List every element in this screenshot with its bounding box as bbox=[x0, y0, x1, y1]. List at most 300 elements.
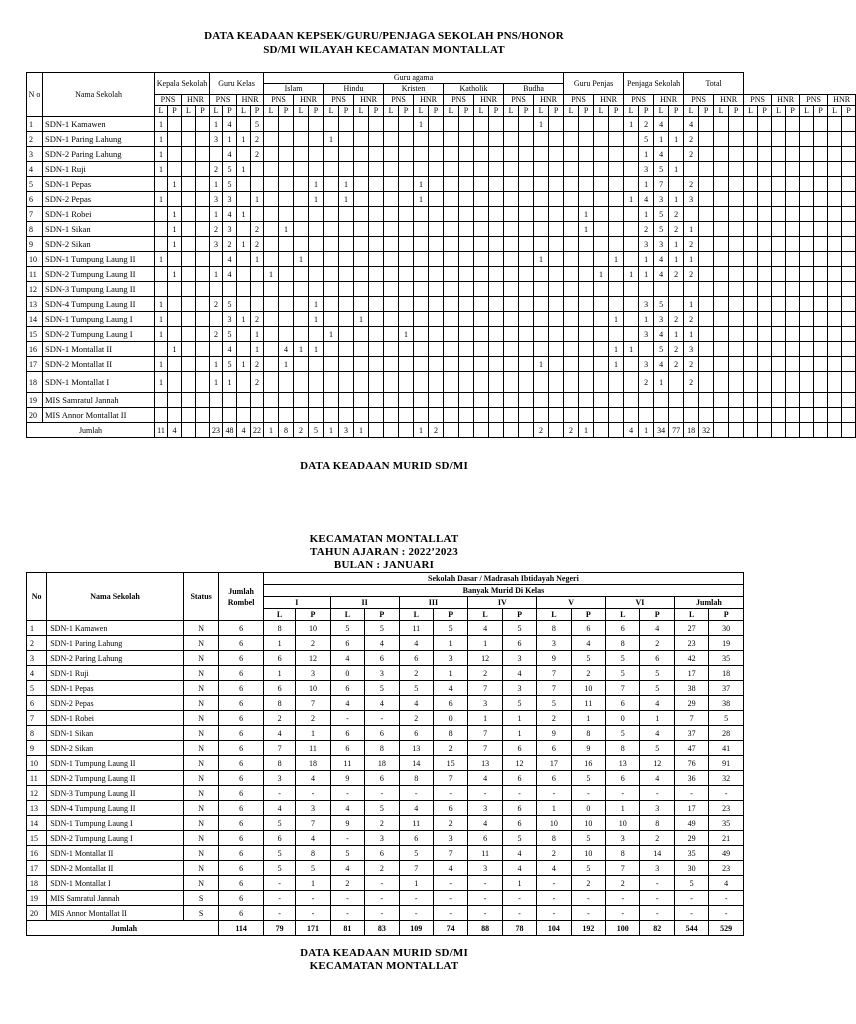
staff-cell bbox=[444, 342, 459, 357]
staff-cell: 4 bbox=[223, 117, 237, 132]
staff-jumlah-cell bbox=[474, 423, 489, 438]
staff-cell bbox=[609, 237, 624, 252]
murid-cell: 4 bbox=[502, 861, 536, 876]
murid-header-p: P bbox=[296, 609, 330, 621]
murid-cell: 10 bbox=[537, 816, 571, 831]
staff-cell bbox=[309, 237, 324, 252]
murid-cell: 7 bbox=[606, 681, 640, 696]
murid-header-kelas-5: V bbox=[537, 597, 606, 609]
staff-cell bbox=[786, 312, 800, 327]
staff-cell bbox=[772, 342, 786, 357]
murid-row-status: N bbox=[183, 861, 218, 876]
staff-cell bbox=[609, 393, 624, 408]
staff-row-nama: SDN-1 Robei bbox=[43, 207, 155, 222]
staff-cell bbox=[414, 393, 429, 408]
staff-cell bbox=[772, 282, 786, 297]
staff-cell bbox=[168, 297, 182, 312]
murid-cell: 7 bbox=[263, 741, 295, 756]
murid-cell: - bbox=[537, 891, 571, 906]
staff-cell bbox=[196, 252, 210, 267]
staff-cell: 1 bbox=[534, 252, 549, 267]
staff-cell bbox=[669, 408, 684, 423]
murid-cell: - bbox=[571, 906, 605, 921]
murid-row bbox=[27, 756, 744, 771]
murid-jumlah-cell: 544 bbox=[674, 921, 708, 936]
murid-row-rombel: 6 bbox=[219, 741, 264, 756]
staff-row bbox=[27, 297, 856, 312]
staff-cell bbox=[324, 282, 339, 297]
staff-cell bbox=[624, 297, 639, 312]
staff-row-no: 9 bbox=[27, 237, 43, 252]
staff-cell: 5 bbox=[223, 297, 237, 312]
staff-cell bbox=[237, 342, 251, 357]
murid-cell: 5 bbox=[502, 696, 536, 711]
staff-header-p: P bbox=[429, 106, 444, 117]
staff-cell bbox=[729, 147, 744, 162]
murid-cell: 5 bbox=[365, 681, 399, 696]
murid-cell: 30 bbox=[709, 621, 744, 636]
staff-header-hnr: HNR bbox=[828, 95, 856, 106]
staff-cell bbox=[549, 237, 564, 252]
staff-cell bbox=[384, 393, 399, 408]
murid-cell: 1 bbox=[537, 801, 571, 816]
murid-cell: 5 bbox=[640, 666, 674, 681]
staff-cell bbox=[196, 282, 210, 297]
murid-cell: - bbox=[468, 786, 502, 801]
murid-header-kelas-1: I bbox=[263, 597, 330, 609]
staff-cell bbox=[237, 282, 251, 297]
staff-cell bbox=[489, 192, 504, 207]
staff-cell: 1 bbox=[237, 237, 251, 252]
staff-cell bbox=[399, 192, 414, 207]
murid-cell: 5 bbox=[263, 816, 295, 831]
staff-cell bbox=[534, 162, 549, 177]
staff-cell bbox=[223, 282, 237, 297]
staff-cell bbox=[182, 177, 196, 192]
staff-cell bbox=[264, 237, 279, 252]
staff-row bbox=[27, 162, 856, 177]
staff-cell bbox=[744, 237, 758, 252]
staff-cell bbox=[534, 408, 549, 423]
staff-cell bbox=[786, 147, 800, 162]
staff-cell bbox=[399, 312, 414, 327]
staff-cell bbox=[168, 192, 182, 207]
staff-cell: 1 bbox=[624, 117, 639, 132]
staff-cell bbox=[609, 267, 624, 282]
staff-jumlah-cell bbox=[196, 423, 210, 438]
murid-cell: 2 bbox=[640, 831, 674, 846]
murid-row bbox=[27, 696, 744, 711]
staff-cell bbox=[654, 408, 669, 423]
murid-cell: 4 bbox=[296, 831, 330, 846]
staff-cell bbox=[474, 282, 489, 297]
staff-row-nama: SDN-1 Tumpung Laung I bbox=[43, 312, 155, 327]
staff-cell bbox=[519, 342, 534, 357]
staff-row bbox=[27, 408, 856, 423]
staff-cell bbox=[564, 393, 579, 408]
staff-cell: 2 bbox=[684, 357, 699, 372]
murid-cell: - bbox=[640, 906, 674, 921]
staff-cell bbox=[237, 252, 251, 267]
murid-cell: 4 bbox=[433, 681, 467, 696]
staff-cell bbox=[729, 372, 744, 393]
staff-cell bbox=[814, 342, 828, 357]
staff-cell bbox=[354, 207, 369, 222]
staff-cell bbox=[354, 408, 369, 423]
staff-cell bbox=[624, 147, 639, 162]
staff-row-no: 1 bbox=[27, 117, 43, 132]
staff-cell bbox=[399, 408, 414, 423]
staff-cell bbox=[729, 297, 744, 312]
staff-header-l: L bbox=[564, 106, 579, 117]
staff-row-nama: SDN-2 Tumpung Laung II bbox=[43, 267, 155, 282]
staff-cell bbox=[534, 372, 549, 393]
staff-cell bbox=[504, 237, 519, 252]
staff-header-hindu: Hindu bbox=[324, 84, 384, 95]
staff-cell bbox=[699, 312, 714, 327]
staff-cell bbox=[772, 267, 786, 282]
staff-cell bbox=[800, 252, 814, 267]
murid-cell: 3 bbox=[468, 861, 502, 876]
staff-cell bbox=[369, 222, 384, 237]
murid-cell: 4 bbox=[537, 861, 571, 876]
staff-cell bbox=[564, 117, 579, 132]
staff-cell bbox=[155, 237, 168, 252]
staff-cell bbox=[594, 408, 609, 423]
murid-cell: 2 bbox=[296, 711, 330, 726]
staff-cell bbox=[309, 132, 324, 147]
staff-cell bbox=[294, 147, 309, 162]
staff-cell bbox=[489, 162, 504, 177]
staff-cell bbox=[264, 312, 279, 327]
staff-cell bbox=[729, 282, 744, 297]
staff-cell bbox=[196, 177, 210, 192]
staff-cell bbox=[814, 408, 828, 423]
staff-cell bbox=[182, 132, 196, 147]
staff-cell bbox=[534, 207, 549, 222]
staff-cell bbox=[519, 117, 534, 132]
staff-cell bbox=[459, 393, 474, 408]
murid-cell: 7 bbox=[433, 771, 467, 786]
staff-cell bbox=[210, 147, 223, 162]
staff-cell bbox=[324, 162, 339, 177]
staff-cell bbox=[744, 267, 758, 282]
staff-cell bbox=[294, 222, 309, 237]
staff-cell bbox=[534, 327, 549, 342]
staff-title-line-1: DATA KEADAAN KEPSEK/GURU/PENJAGA SEKOLAH PNS/HONOR bbox=[204, 30, 564, 42]
staff-cell bbox=[842, 207, 856, 222]
staff-cell bbox=[684, 393, 699, 408]
staff-jumlah-cell: 32 bbox=[699, 423, 714, 438]
staff-cell bbox=[519, 327, 534, 342]
staff-header-pns: PNS bbox=[444, 95, 474, 106]
staff-cell bbox=[714, 252, 729, 267]
staff-cell bbox=[564, 222, 579, 237]
murid-cell: - bbox=[537, 876, 571, 891]
murid-cell: 7 bbox=[468, 726, 502, 741]
staff-cell bbox=[279, 162, 294, 177]
staff-cell bbox=[579, 327, 594, 342]
murid-cell: 12 bbox=[502, 756, 536, 771]
staff-cell bbox=[800, 192, 814, 207]
staff-cell bbox=[474, 297, 489, 312]
staff-header-penjaga: Penjaga Sekolah bbox=[624, 73, 684, 95]
staff-cell bbox=[800, 222, 814, 237]
staff-cell bbox=[384, 192, 399, 207]
staff-cell bbox=[609, 162, 624, 177]
staff-cell bbox=[354, 177, 369, 192]
staff-cell bbox=[489, 237, 504, 252]
murid-row-status: S bbox=[183, 891, 218, 906]
staff-header-l: L bbox=[828, 106, 842, 117]
staff-cell bbox=[594, 282, 609, 297]
staff-header-katholik: Katholik bbox=[444, 84, 504, 95]
staff-row-nama: SDN-2 Paring Lahung bbox=[43, 147, 155, 162]
staff-cell bbox=[699, 327, 714, 342]
murid-cell: - bbox=[433, 876, 467, 891]
staff-header-l: L bbox=[210, 106, 223, 117]
staff-cell bbox=[800, 393, 814, 408]
murid-cell: 4 bbox=[468, 771, 502, 786]
staff-cell bbox=[210, 393, 223, 408]
staff-cell bbox=[369, 297, 384, 312]
staff-cell bbox=[549, 192, 564, 207]
murid-cell: 2 bbox=[263, 711, 295, 726]
staff-cell bbox=[399, 177, 414, 192]
staff-cell bbox=[744, 147, 758, 162]
staff-cell bbox=[251, 267, 264, 282]
staff-cell bbox=[684, 162, 699, 177]
staff-cell bbox=[772, 408, 786, 423]
murid-cell: - bbox=[263, 891, 295, 906]
murid-row-status: N bbox=[183, 636, 218, 651]
staff-cell: 1 bbox=[210, 207, 223, 222]
murid-row bbox=[27, 876, 744, 891]
staff-cell bbox=[294, 408, 309, 423]
staff-cell bbox=[399, 282, 414, 297]
staff-cell bbox=[168, 132, 182, 147]
staff-cell bbox=[814, 222, 828, 237]
murid-cell: 1 bbox=[606, 801, 640, 816]
staff-cell bbox=[474, 408, 489, 423]
staff-cell bbox=[758, 357, 772, 372]
staff-cell bbox=[429, 177, 444, 192]
staff-cell bbox=[251, 177, 264, 192]
staff-cell bbox=[414, 327, 429, 342]
staff-cell bbox=[429, 357, 444, 372]
staff-cell bbox=[264, 282, 279, 297]
staff-cell bbox=[369, 393, 384, 408]
staff-jumlah-cell bbox=[814, 423, 828, 438]
staff-cell: 2 bbox=[669, 267, 684, 282]
staff-cell: 4 bbox=[223, 267, 237, 282]
staff-cell bbox=[744, 327, 758, 342]
staff-cell bbox=[369, 282, 384, 297]
staff-cell bbox=[324, 342, 339, 357]
staff-header-pns: PNS bbox=[744, 95, 772, 106]
murid-row-nama: SDN-3 Tumpung Laung II bbox=[47, 786, 184, 801]
murid-row-no: 11 bbox=[27, 771, 47, 786]
staff-cell bbox=[714, 162, 729, 177]
staff-cell: 2 bbox=[669, 207, 684, 222]
staff-cell bbox=[279, 252, 294, 267]
murid-row-rombel: 6 bbox=[219, 621, 264, 636]
staff-cell bbox=[444, 408, 459, 423]
staff-row-nama: SDN-2 Sikan bbox=[43, 237, 155, 252]
staff-header-p: P bbox=[549, 106, 564, 117]
murid-cell: 3 bbox=[433, 651, 467, 666]
murid-header-p: P bbox=[433, 609, 467, 621]
staff-row-no: 19 bbox=[27, 393, 43, 408]
staff-cell bbox=[828, 252, 842, 267]
staff-cell bbox=[444, 297, 459, 312]
staff-cell bbox=[182, 192, 196, 207]
staff-cell bbox=[309, 327, 324, 342]
staff-cell bbox=[504, 177, 519, 192]
staff-cell bbox=[279, 282, 294, 297]
staff-cell bbox=[474, 393, 489, 408]
murid-cell: 5 bbox=[399, 846, 433, 861]
staff-cell bbox=[354, 342, 369, 357]
staff-cell bbox=[842, 297, 856, 312]
murid-row bbox=[27, 666, 744, 681]
murid-header-l: L bbox=[606, 609, 640, 621]
murid-header-sekolah: Sekolah Dasar / Madrasah Ibtidayah Negeri bbox=[263, 573, 743, 585]
murid-cell: 76 bbox=[674, 756, 708, 771]
murid-cell: 5 bbox=[571, 861, 605, 876]
staff-cell: 1 bbox=[251, 327, 264, 342]
staff-cell bbox=[729, 192, 744, 207]
staff-cell bbox=[182, 267, 196, 282]
murid-row-rombel: 6 bbox=[219, 876, 264, 891]
staff-cell bbox=[474, 267, 489, 282]
staff-cell bbox=[729, 252, 744, 267]
staff-cell bbox=[168, 252, 182, 267]
staff-header-l: L bbox=[744, 106, 758, 117]
staff-cell bbox=[489, 408, 504, 423]
staff-cell: 1 bbox=[155, 192, 168, 207]
staff-cell bbox=[339, 408, 354, 423]
murid-cell: 32 bbox=[709, 771, 744, 786]
staff-cell bbox=[699, 342, 714, 357]
staff-cell: 2 bbox=[251, 147, 264, 162]
murid-title-bulan: BULAN : JANUARI bbox=[333, 559, 435, 571]
murid-row-nama: SDN-1 Robei bbox=[47, 711, 184, 726]
staff-cell bbox=[384, 267, 399, 282]
murid-row-nama: SDN-1 Tumpung Laung I bbox=[47, 816, 184, 831]
staff-cell bbox=[786, 132, 800, 147]
staff-row-nama: MIS Annor Montallat II bbox=[43, 408, 155, 423]
staff-cell bbox=[182, 342, 196, 357]
staff-cell bbox=[168, 408, 182, 423]
staff-jumlah-cell: 2 bbox=[429, 423, 444, 438]
staff-jumlah-cell: 48 bbox=[223, 423, 237, 438]
staff-header-p: P bbox=[196, 106, 210, 117]
murid-cell: 5 bbox=[571, 831, 605, 846]
staff-cell: 1 bbox=[414, 177, 429, 192]
staff-header-p: P bbox=[519, 106, 534, 117]
staff-cell bbox=[594, 297, 609, 312]
staff-cell bbox=[237, 267, 251, 282]
staff-row-no: 3 bbox=[27, 147, 43, 162]
murid-cell: 6 bbox=[365, 651, 399, 666]
staff-cell bbox=[714, 312, 729, 327]
staff-cell bbox=[339, 327, 354, 342]
staff-cell bbox=[168, 372, 182, 393]
staff-cell bbox=[182, 393, 196, 408]
murid-cell: - bbox=[365, 906, 399, 921]
staff-cell: 1 bbox=[339, 192, 354, 207]
staff-cell bbox=[534, 132, 549, 147]
murid-header-p: P bbox=[365, 609, 399, 621]
staff-cell bbox=[699, 147, 714, 162]
staff-jumlah-cell bbox=[828, 423, 842, 438]
staff-header-no: N o bbox=[27, 73, 43, 117]
staff-cell bbox=[744, 252, 758, 267]
staff-cell bbox=[339, 372, 354, 393]
murid-cell: - bbox=[468, 891, 502, 906]
staff-cell bbox=[549, 297, 564, 312]
staff-cell bbox=[474, 207, 489, 222]
murid-cell: - bbox=[709, 906, 744, 921]
murid-row-status: N bbox=[183, 741, 218, 756]
murid-cell: 5 bbox=[571, 771, 605, 786]
staff-cell bbox=[828, 192, 842, 207]
staff-cell bbox=[429, 222, 444, 237]
staff-row-no: 20 bbox=[27, 408, 43, 423]
staff-cell: 3 bbox=[210, 192, 223, 207]
staff-cell bbox=[800, 207, 814, 222]
murid-row-rombel: 6 bbox=[219, 636, 264, 651]
staff-cell bbox=[324, 357, 339, 372]
murid-header-kelas-2: II bbox=[330, 597, 399, 609]
staff-row bbox=[27, 393, 856, 408]
staff-cell bbox=[414, 312, 429, 327]
staff-cell bbox=[549, 357, 564, 372]
staff-cell bbox=[579, 372, 594, 393]
murid-row-rombel: 6 bbox=[219, 846, 264, 861]
murid-cell: 3 bbox=[640, 801, 674, 816]
staff-cell bbox=[399, 162, 414, 177]
murid-cell: - bbox=[433, 906, 467, 921]
murid-cell: 6 bbox=[537, 771, 571, 786]
staff-cell bbox=[489, 282, 504, 297]
staff-header-pns: PNS bbox=[210, 95, 237, 106]
murid-cell: 28 bbox=[709, 726, 744, 741]
staff-cell bbox=[264, 342, 279, 357]
staff-row-nama: SDN-4 Tumpung Laung II bbox=[43, 297, 155, 312]
staff-cell bbox=[828, 327, 842, 342]
staff-cell bbox=[772, 372, 786, 393]
staff-cell bbox=[519, 372, 534, 393]
staff-cell bbox=[459, 297, 474, 312]
murid-header-p: P bbox=[709, 609, 744, 621]
staff-jumlah-cell bbox=[744, 423, 758, 438]
staff-cell bbox=[155, 177, 168, 192]
staff-cell bbox=[772, 297, 786, 312]
murid-row bbox=[27, 891, 744, 906]
staff-cell bbox=[758, 267, 772, 282]
staff-cell bbox=[564, 162, 579, 177]
murid-jumlah-rombel: 114 bbox=[219, 921, 264, 936]
murid-cell: 36 bbox=[674, 771, 708, 786]
staff-cell bbox=[564, 192, 579, 207]
staff-cell bbox=[444, 117, 459, 132]
staff-cell bbox=[210, 312, 223, 327]
staff-cell bbox=[699, 252, 714, 267]
murid-cell: 23 bbox=[709, 801, 744, 816]
staff-cell bbox=[504, 222, 519, 237]
